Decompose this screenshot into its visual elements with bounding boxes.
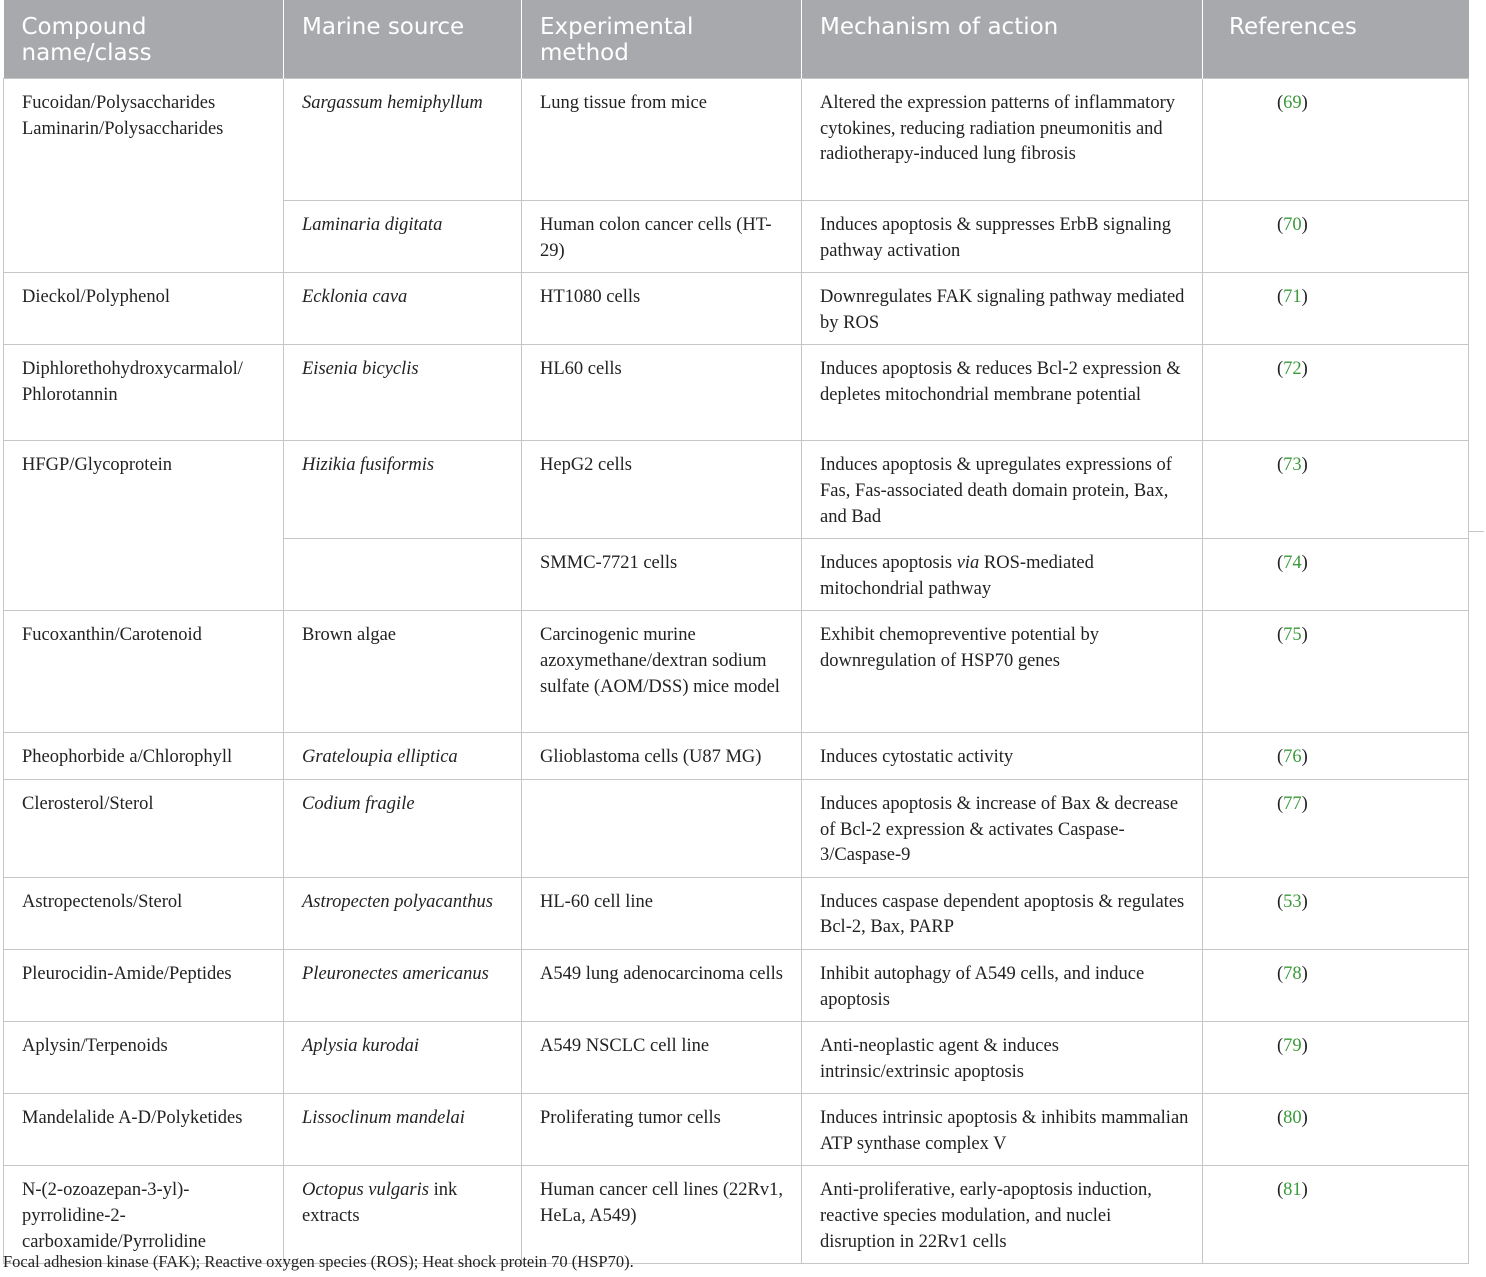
table-row [4, 779, 1469, 877]
divider [1468, 531, 1484, 532]
cell-mechanism: Induces apoptosis & increase of Bax & decrease of Bcl-2 expression & activates Caspase-3/Caspase-9 [802, 779, 1203, 877]
reference-link[interactable]: 78 [1283, 963, 1302, 984]
header-row [4, 0, 1469, 79]
cell-method: HT1080 cells [522, 273, 802, 345]
table-row [4, 733, 1469, 780]
cell-source: Brown algae [284, 611, 522, 733]
table-row [4, 949, 1469, 1021]
cell-source: Aplysia kurodai [284, 1022, 522, 1094]
header-source: Marine source [284, 0, 522, 79]
cell-method: Human cancer cell lines (22Rv1, HeLa, A549) [522, 1166, 802, 1264]
cell-mechanism: Induces cytostatic activity [802, 733, 1203, 780]
cell-compound: Aplysin/Terpenoids [4, 1022, 284, 1094]
mechanism-pre: Induces apoptosis [820, 553, 957, 574]
table-row [4, 273, 1469, 345]
cell-method: A549 NSCLC cell line [522, 1022, 802, 1094]
mechanism-italic: via [956, 553, 980, 574]
cell-compound: Pheophorbide a/Chlorophyll [4, 733, 284, 780]
compound-line: Fucoidan/Polysaccharides Laminarin/Polysaccharides [22, 93, 224, 139]
cell-reference: (79) [1203, 1022, 1469, 1094]
cell-reference: (70) [1203, 201, 1469, 273]
table-row [4, 1166, 1469, 1264]
header-method: Experimental method [522, 0, 802, 79]
cell-method: Carcinogenic murine azoxymethane/dextran sodium sulfate (AOM/DSS) mice model [522, 611, 802, 733]
header-references: References [1203, 0, 1469, 79]
cell-source: Laminaria digitata [284, 201, 522, 273]
reference-link[interactable]: 70 [1283, 215, 1302, 235]
cell-compound: Pleurocidin-Amide/Peptides [4, 949, 284, 1021]
reference-link[interactable]: 77 [1283, 793, 1302, 814]
table-row [4, 345, 1469, 441]
source-post: ink extracts [302, 1180, 458, 1227]
cell-reference: (53) [1203, 877, 1469, 949]
cell-mechanism: Inhibit autophagy of A549 cells, and induce apoptosis [802, 949, 1203, 1021]
cell-method: HL60 cells [522, 345, 802, 441]
header-mechanism: Mechanism of action [802, 0, 1203, 79]
cell-mechanism: Induces caspase dependent apoptosis & regulates Bcl-2, Bax, PARP [802, 877, 1203, 949]
cell-reference: (69) [1203, 79, 1469, 201]
reference-link[interactable]: 72 [1283, 359, 1302, 380]
header-compound: Compound name/class [4, 0, 284, 79]
cell-compound [4, 79, 284, 273]
cell-reference: (73) [1203, 441, 1469, 539]
cell-reference: (77) [1203, 779, 1469, 877]
cell-mechanism: Induces apoptosis & reduces Bcl-2 expression & depletes mitochondrial membrane potential [802, 345, 1203, 441]
data-table-container [3, 0, 1468, 1264]
cell-reference: (74) [1203, 539, 1469, 611]
reference-link[interactable]: 74 [1283, 553, 1302, 574]
cell-mechanism [802, 539, 1203, 611]
reference-link[interactable]: 53 [1283, 891, 1302, 912]
cell-source: Grateloupia elliptica [284, 733, 522, 780]
reference-link[interactable]: 80 [1283, 1108, 1302, 1129]
compounds-table [3, 0, 1469, 1264]
cell-source: Lissoclinum mandelai [284, 1094, 522, 1166]
cell-source: Hizikia fusiformis [284, 441, 522, 539]
mechanism-post: ROS-mediated mitochondrial pathway [820, 553, 1094, 599]
table-row [4, 441, 1469, 539]
table-row [4, 1094, 1469, 1166]
reference-link[interactable]: 75 [1283, 625, 1302, 646]
table-row [4, 611, 1469, 733]
cell-compound: Diphlorethohydroxycarmalol/ Phlorotannin [4, 345, 284, 441]
cell-compound: Fucoxanthin/Carotenoid [4, 611, 284, 733]
cell-source: Pleuronectes americanus [284, 949, 522, 1021]
cell-method: SMMC-7721 cells [522, 539, 802, 611]
reference-link[interactable]: 79 [1283, 1036, 1302, 1057]
cell-method [522, 779, 802, 877]
cell-mechanism: Anti-proliferative, early-apoptosis induction, reactive species modulation, and nuclei disruption in 22Rv1 cells [802, 1166, 1203, 1264]
reference-link[interactable]: 71 [1283, 287, 1302, 308]
cell-source: Ecklonia cava [284, 273, 522, 345]
cell-reference: (78) [1203, 949, 1469, 1021]
cell-reference: (80) [1203, 1094, 1469, 1166]
cell-source: Codium fragile [284, 779, 522, 877]
cell-mechanism: Induces apoptosis & upregulates expressions of Fas, Fas-associated death domain protein, Bax, and Bad [802, 441, 1203, 539]
cell-compound: Astropectenols/Sterol [4, 877, 284, 949]
reference-link[interactable]: 73 [1283, 455, 1302, 476]
cell-reference: (72) [1203, 345, 1469, 441]
reference-link[interactable]: 69 [1283, 93, 1302, 113]
cell-compound: Dieckol/Polyphenol [4, 273, 284, 345]
cell-reference: (76) [1203, 733, 1469, 780]
cell-method: A549 lung adenocarcinoma cells [522, 949, 802, 1021]
cell-mechanism: Induces apoptosis & suppresses ErbB signaling pathway activation [802, 201, 1203, 273]
cell-method: Proliferating tumor cells [522, 1094, 802, 1166]
cell-source [284, 1166, 522, 1264]
cell-mechanism: Exhibit chemopreventive potential by downregulation of HSP70 genes [802, 611, 1203, 733]
cell-method: HL-60 cell line [522, 877, 802, 949]
cell-method: Human colon cancer cells (HT-29) [522, 201, 802, 273]
reference-link[interactable]: 76 [1283, 747, 1302, 768]
cell-source [284, 539, 522, 611]
source-italic: Octopus vulgaris [302, 1180, 429, 1201]
reference-link[interactable]: 81 [1283, 1180, 1302, 1201]
cell-mechanism: Altered the expression patterns of inflammatory cytokines, reducing radiation pneumonitis and radiotherapy-induced lung fibrosis [802, 79, 1203, 201]
cell-method: Lung tissue from mice [522, 79, 802, 201]
cell-method: HepG2 cells [522, 441, 802, 539]
table-footnote: Focal adhesion kinase (FAK); Reactive oxygen species (ROS); Heat shock protein 70 (HSP70). [3, 1252, 634, 1271]
cell-mechanism: Induces intrinsic apoptosis & inhibits mammalian ATP synthase complex V [802, 1094, 1203, 1166]
cell-compound: Clerosterol/Sterol [4, 779, 284, 877]
cell-mechanism: Anti-neoplastic agent & induces intrinsic/extrinsic apoptosis [802, 1022, 1203, 1094]
cell-source: Sargassum hemiphyllum [284, 79, 522, 201]
table-row [4, 79, 1469, 201]
cell-compound: Mandelalide A-D/Polyketides [4, 1094, 284, 1166]
table-row [4, 1022, 1469, 1094]
cell-mechanism: Downregulates FAK signaling pathway mediated by ROS [802, 273, 1203, 345]
table-row [4, 877, 1469, 949]
cell-compound: HFGP/Glycoprotein [4, 441, 284, 611]
cell-source: Astropecten polyacanthus [284, 877, 522, 949]
cell-reference: (71) [1203, 273, 1469, 345]
cell-reference: (81) [1203, 1166, 1469, 1264]
cell-method: Glioblastoma cells (U87 MG) [522, 733, 802, 780]
cell-compound: N-(2-ozoazepan-3-yl)-pyrrolidine-2-carboxamide/Pyrrolidine [4, 1166, 284, 1264]
cell-source: Eisenia bicyclis [284, 345, 522, 441]
cell-reference: (75) [1203, 611, 1469, 733]
